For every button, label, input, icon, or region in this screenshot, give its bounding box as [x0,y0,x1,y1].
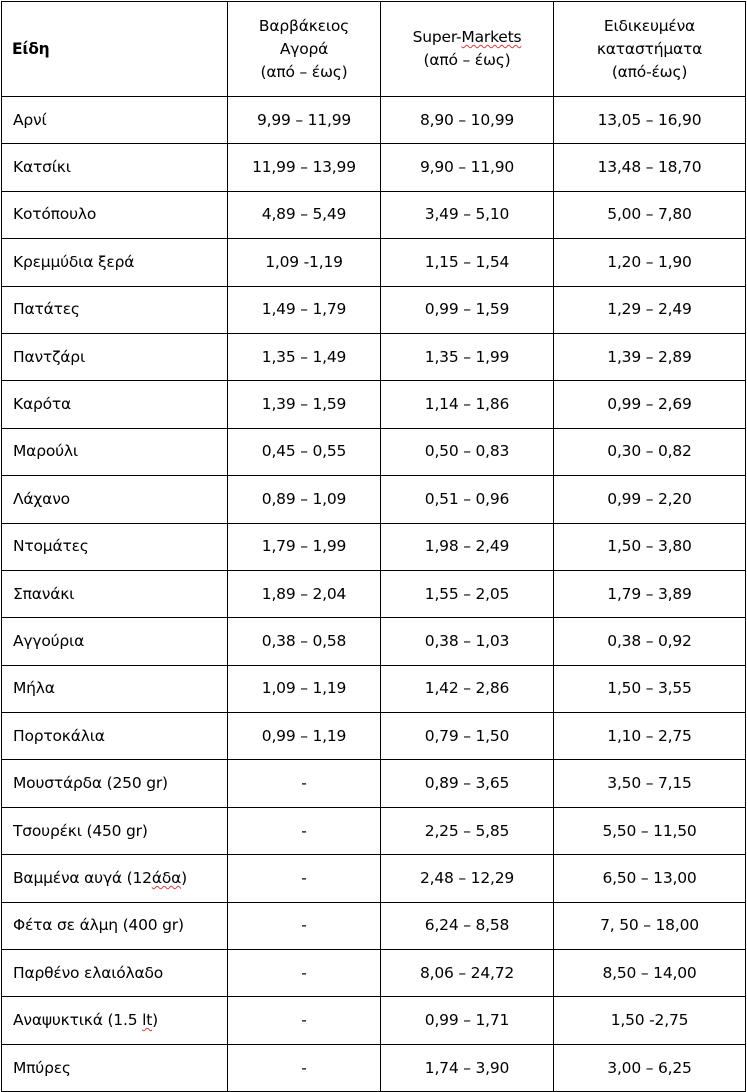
table-row [2,476,746,523]
varvakeios-price-cell: 0,99 – 1,19 [228,713,381,760]
item-cell: Παντζάρι [2,333,228,380]
item-cell: Φέτα σε άλμη (400 gr) [2,902,228,949]
specialized-price-cell: 1,79 – 3,89 [554,570,746,617]
header-specialized [554,2,746,97]
item-cell: Ντομάτες [2,523,228,570]
specialized-price-cell: 0,30 – 0,82 [554,428,746,475]
specialized-price-cell: 5,50 – 11,50 [554,807,746,854]
varvakeios-price-cell: 1,09 -1,19 [228,239,381,286]
supermarkets-price-cell: 1,42 – 2,86 [381,665,554,712]
supermarkets-price-cell: 1,98 – 2,49 [381,523,554,570]
specialized-price-cell: 1,39 – 2,89 [554,333,746,380]
item-cell: Σπανάκι [2,570,228,617]
supermarkets-price-cell: 1,15 – 1,54 [381,239,554,286]
varvakeios-price-cell: - [228,807,381,854]
table-row [2,286,746,333]
item-cell: Μήλα [2,665,228,712]
header-specialized-line: Ειδικευμένα [603,16,696,35]
supermarkets-price-cell: 3,49 – 5,10 [381,191,554,238]
table-row [2,665,746,712]
header-specialized-line: καταστήματα [596,39,703,58]
specialized-price-cell: 0,99 – 2,69 [554,381,746,428]
item-cell: Αναψυκτικά (1.5 lt) [2,997,228,1044]
varvakeios-price-cell: 1,09 – 1,19 [228,665,381,712]
varvakeios-price-cell: - [228,997,381,1044]
table-row [2,950,746,997]
table-row [2,144,746,191]
table-body [2,97,746,1092]
specialized-price-cell: 5,00 – 7,80 [554,191,746,238]
varvakeios-price-cell: 1,35 – 1,49 [228,333,381,380]
supermarkets-price-cell: 8,90 – 10,99 [381,97,554,144]
table-row [2,97,746,144]
item-cell: Καρότα [2,381,228,428]
item-cell: Βαμμένα αυγά (12άδα) [2,855,228,902]
varvakeios-price-cell: 0,38 – 0,58 [228,618,381,665]
supermarkets-price-cell: 1,74 – 3,90 [381,1044,554,1091]
varvakeios-price-cell: 0,89 – 1,09 [228,476,381,523]
supermarkets-price-cell: 0,99 – 1,71 [381,997,554,1044]
spellcheck-underline: Markets [461,28,522,46]
item-cell: Μπύρες [2,1044,228,1091]
table-row [2,570,746,617]
specialized-price-cell: 1,20 – 1,90 [554,239,746,286]
varvakeios-price-cell: 9,99 – 11,99 [228,97,381,144]
item-cell: Αγγούρια [2,618,228,665]
table-row [2,997,746,1044]
varvakeios-price-cell: 11,99 – 13,99 [228,144,381,191]
table-row [2,713,746,760]
spellcheck-underline: άδα [151,868,182,887]
header-supermarkets-line: (από – έως) [423,51,511,69]
table-row [2,1044,746,1091]
varvakeios-price-cell: - [228,950,381,997]
item-cell: Λάχανο [2,476,228,523]
table-row [2,523,746,570]
item-cell: Τσουρέκι (450 gr) [2,807,228,854]
item-cell: Μουστάρδα (250 gr) [2,760,228,807]
varvakeios-price-cell: - [228,902,381,949]
varvakeios-price-cell: 1,39 – 1,59 [228,381,381,428]
table-header-row [2,2,746,97]
varvakeios-price-cell: 0,45 – 0,55 [228,428,381,475]
item-cell: Κρεμμύδια ξερά [2,239,228,286]
table-row [2,855,746,902]
specialized-price-cell: 3,00 – 6,25 [554,1044,746,1091]
item-cell: Πορτοκάλια [2,713,228,760]
header-varvakeios-line: Βαρβάκειος [258,16,350,35]
table-row [2,760,746,807]
supermarkets-price-cell: 9,90 – 11,90 [381,144,554,191]
item-cell: Παρθένο ελαιόλαδο [2,950,228,997]
varvakeios-price-cell: 1,89 – 2,04 [228,570,381,617]
supermarkets-price-cell: 1,35 – 1,99 [381,333,554,380]
varvakeios-price-cell: - [228,760,381,807]
supermarkets-price-cell: 0,38 – 1,03 [381,618,554,665]
specialized-price-cell: 1,29 – 2,49 [554,286,746,333]
table-row [2,191,746,238]
varvakeios-price-cell: 1,79 – 1,99 [228,523,381,570]
header-item [2,2,228,97]
supermarkets-price-cell: 1,55 – 2,05 [381,570,554,617]
supermarkets-price-cell: 2,48 – 12,29 [381,855,554,902]
header-item-label: Είδη [12,39,50,58]
specialized-price-cell: 6,50 – 13,00 [554,855,746,902]
varvakeios-price-cell: 4,89 – 5,49 [228,191,381,238]
supermarkets-price-cell: 0,50 – 0,83 [381,428,554,475]
specialized-price-cell: 0,99 – 2,20 [554,476,746,523]
specialized-price-cell: 3,50 – 7,15 [554,760,746,807]
specialized-price-cell: 1,10 – 2,75 [554,713,746,760]
table-row [2,333,746,380]
header-specialized-line: (από-έως) [611,62,688,81]
specialized-price-cell: 0,38 – 0,92 [554,618,746,665]
specialized-price-cell: 13,05 – 16,90 [554,97,746,144]
header-varvakeios-line: Αγορά [279,39,329,58]
header-varvakeios-line: (από – έως) [260,62,348,81]
supermarkets-price-cell: 1,14 – 1,86 [381,381,554,428]
supermarkets-price-cell: 0,79 – 1,50 [381,713,554,760]
table-row [2,807,746,854]
price-comparison-table [1,1,746,1092]
item-cell: Μαρούλι [2,428,228,475]
item-cell: Κατσίκι [2,144,228,191]
spellcheck-underline: lt [142,1011,153,1030]
specialized-price-cell: 1,50 -2,75 [554,997,746,1044]
varvakeios-price-cell: 1,49 – 1,79 [228,286,381,333]
supermarkets-price-cell: 6,24 – 8,58 [381,902,554,949]
header-supermarkets-line: Super-Markets [412,28,522,46]
table-row [2,902,746,949]
supermarkets-price-cell: 0,89 – 3,65 [381,760,554,807]
supermarkets-price-cell: 8,06 – 24,72 [381,950,554,997]
specialized-price-cell: 13,48 – 18,70 [554,144,746,191]
specialized-price-cell: 1,50 – 3,55 [554,665,746,712]
varvakeios-price-cell: - [228,855,381,902]
table-row [2,239,746,286]
header-varvakeios [228,2,381,97]
table-row [2,618,746,665]
header-supermarkets [381,2,554,97]
varvakeios-price-cell: - [228,1044,381,1091]
item-cell: Πατάτες [2,286,228,333]
specialized-price-cell: 7, 50 – 18,00 [554,902,746,949]
item-cell: Κοτόπουλο [2,191,228,238]
specialized-price-cell: 8,50 – 14,00 [554,950,746,997]
table-row [2,381,746,428]
supermarkets-price-cell: 0,51 – 0,96 [381,476,554,523]
specialized-price-cell: 1,50 – 3,80 [554,523,746,570]
supermarkets-price-cell: 2,25 – 5,85 [381,807,554,854]
table-row [2,428,746,475]
item-cell: Αρνί [2,97,228,144]
supermarkets-price-cell: 0,99 – 1,59 [381,286,554,333]
